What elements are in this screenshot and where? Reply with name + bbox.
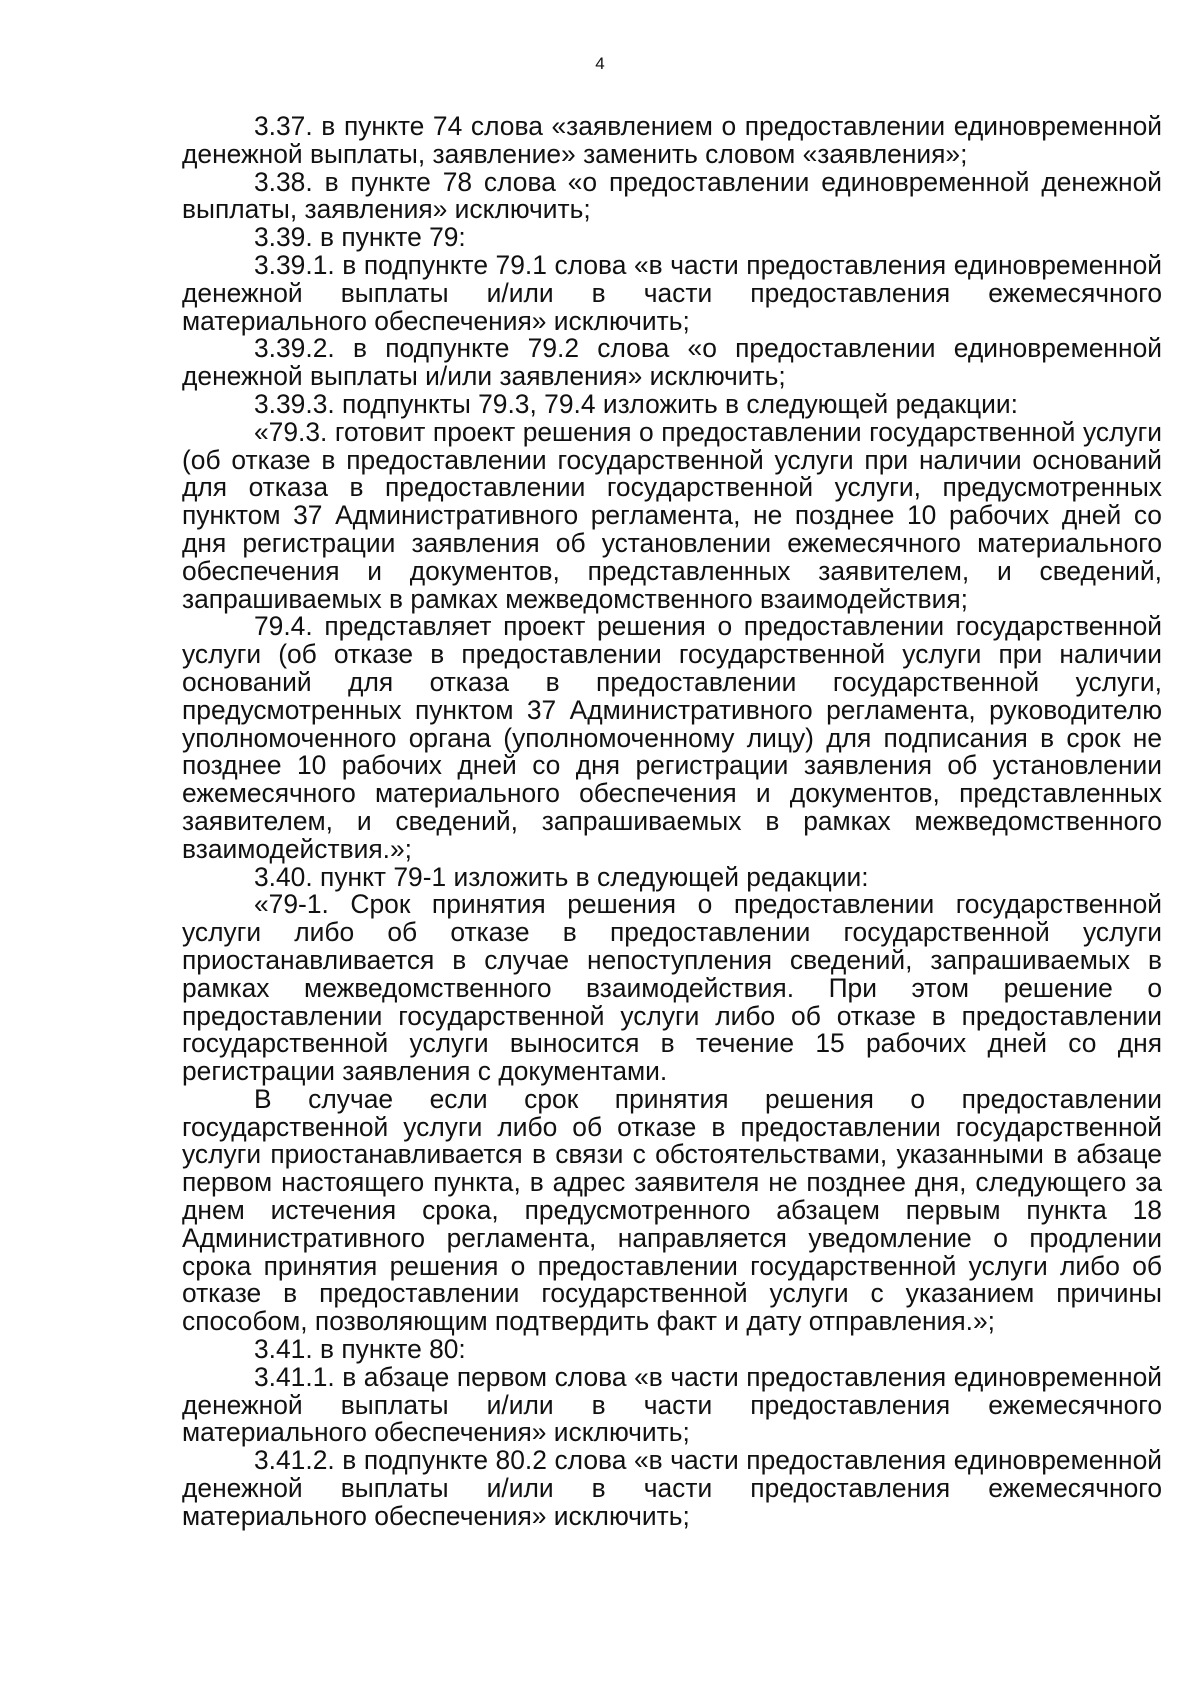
paragraph-79-4: 79.4. представляет проект решения о предоставлении государственной услуги (об отказе в предоставлении государственной услуги при наличии оснований для отказа в предоставлении государственной услуги, предусмотренных пунктом 37 Административного регламента, руководителю уполномоченного органа (уполномоченному лицу) для подписания в срок не позднее 10 рабочих дней со дня регистрации заявления об установлении ежемесячного материального обеспечения и документов, представленных заявителем, и сведений, запрашиваемых в рамках межведомственного взаимодействия.»; <box>182 611 1162 864</box>
paragraph-3-38: 3.38. в пункте 78 слова «о предоставлении единовременной денежной выплаты, заявления» исключить; <box>182 166 1162 225</box>
page-number: 4 <box>595 54 605 73</box>
paragraph-3-39-2: 3.39.2. в подпункте 79.2 слова «о предоставлении единовременной денежной выплаты и/или заявления» исключить; <box>182 333 1162 392</box>
document-body <box>182 113 1162 1531</box>
paragraph-79-3: «79.3. готовит проект решения о предоставлении государственной услуги (об отказе в предоставлении государственной услуги при наличии оснований для отказа в предоставлении государственной услуги, предусмотренных пунктом 37 Административного регламента, не позднее 10 рабочих дней со дня регистрации заявления об установлении ежемесячного материального обеспечения и документов, представленных заявителем, и сведений, запрашиваемых в рамках межведомственного взаимодействия; <box>182 416 1162 614</box>
paragraph-3-41-1: 3.41.1. в абзаце первом слова «в части предоставления единовременной денежной выплаты и/или в части предоставления ежемесячного материального обеспечения» исключить; <box>182 1361 1162 1448</box>
paragraph-3-39: 3.39. в пункте 79: <box>254 222 466 253</box>
paragraph-3-41-2: 3.41.2. в подпункте 80.2 слова «в части предоставления единовременной денежной выплаты и/или в части предоставления ежемесячного материального обеспечения» исключить; <box>182 1445 1162 1531</box>
paragraph-3-39-1: 3.39.1. в подпункте 79.1 слова «в части предоставления единовременной денежной выплаты и/или в части предоставления ежемесячного материального обеспечения» исключить; <box>182 249 1162 336</box>
paragraph-79-1-second: В случае если срок принятия решения о предоставлении государственной услуги либо об отказе в предоставлении государственной услуги приостанавливается в связи с обстоятельствами, указанными в абзаце первом настоящего пункта, в адрес заявителя не позднее дня, следующего за днем истечения срока, предусмотренного абзацем первым пункта 18 Административного регламента, направляется уведомление о продлении срока принятия решения о предоставлении государственной услуги либо об отказе в предоставлении государственной услуги с указанием причины способом, позволяющим подтвердить факт и дату отправления.»; <box>182 1083 1162 1337</box>
paragraph-3-41: 3.41. в пункте 80: <box>254 1334 466 1365</box>
paragraph-3-40: 3.40. пункт 79-1 изложить в следующей редакции: <box>254 861 869 892</box>
paragraph-3-37: 3.37. в пункте 74 слова «заявлением о предоставлении единовременной денежной выплаты, заявление» заменить словом «заявления»; <box>182 111 1162 169</box>
paragraph-3-39-3: 3.39.3. подпункты 79.3, 79.4 изложить в следующей редакции: <box>254 388 1018 419</box>
paragraph-79-1: «79-1. Срок принятия решения о предоставлении государственной услуги либо об отказе в предоставлении государственной услуги приостанавливается в случае непоступления сведений, запрашиваемых в рамках межведомственного взаимодействия. При этом решение о предоставлении государственной услуги либо об отказе в предоставлении государственной услуги выносится в течение 15 рабочих дней со дня регистрации заявления с документами. <box>182 889 1162 1087</box>
